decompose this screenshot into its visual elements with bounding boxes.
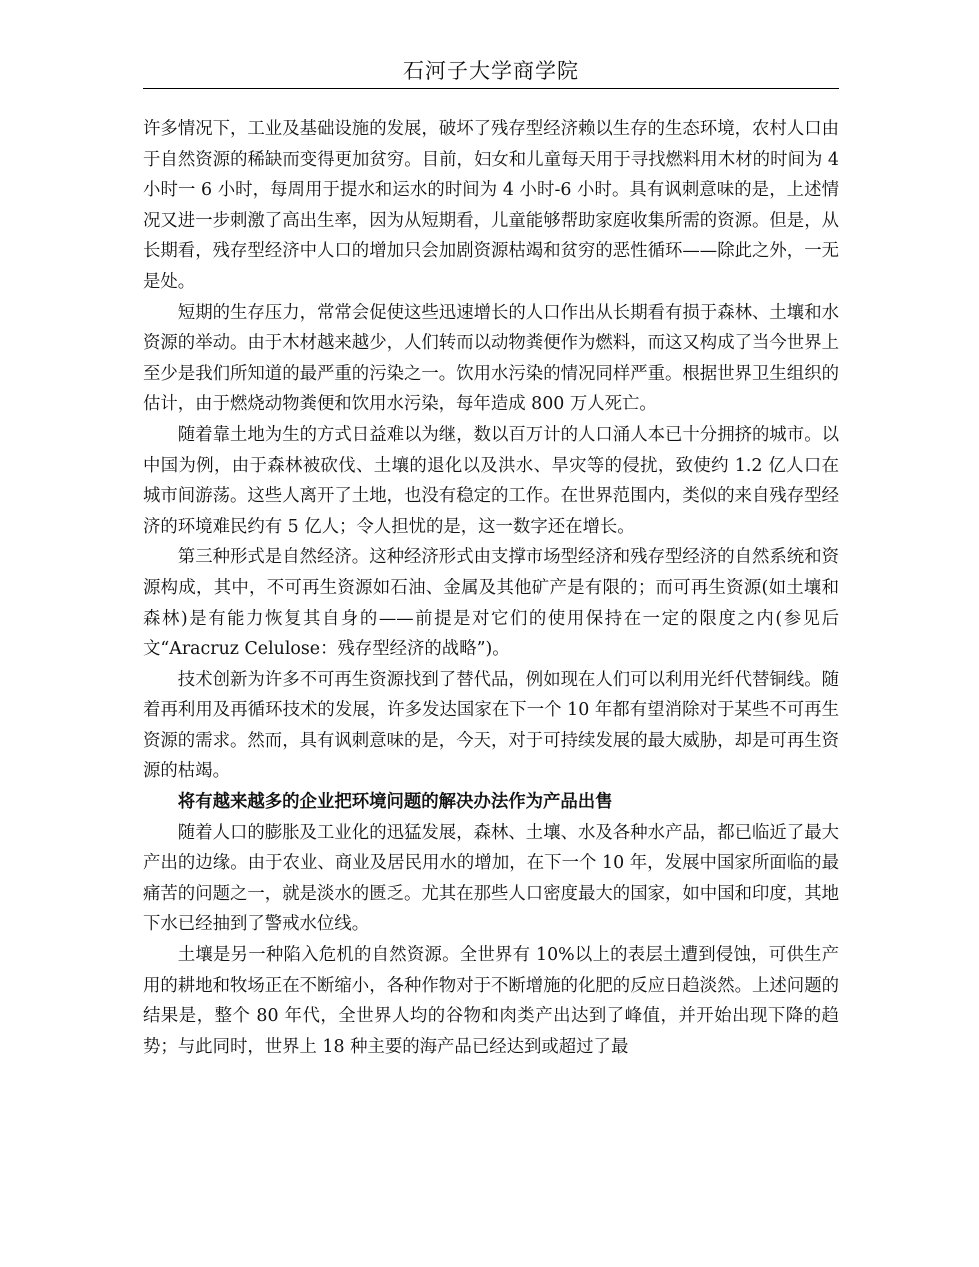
paragraph: 许多情况下，工业及基础设施的发展，破坏了残存型经济赖以生存的生态环境，农村人口由于自然资源的稀缺而变得更加贫穷。目前，妇女和儿童每天用于寻找燃料用木材的时间为 4 小时一 6 小时，每周用于提水和运水的时间为 4 小时-6 小时。具有讽刺意味的是，上述情况又进一步刺激了高出生率，因为从短期看，儿童能够帮助家庭收集所需的资源。但是，从长期看，残存型经济中人口的增加只会加剧资源枯竭和贫穷的恶性循环——除此之外，一无是处。	[143, 119, 839, 292]
section-heading: 将有越来越多的企业把环境问题的解决办法作为产品出售	[177, 792, 613, 813]
header-divider	[143, 88, 839, 89]
paragraph: 土壤是另一种陷入危机的自然资源。全世界有 10%以上的表层土遭到侵蚀，可供生产用的耕地和牧场正在不断缩小，各种作物对于不断增施的化肥的反应日趋淡然。上述问题的结果是，整个 80 年代，全世界人均的谷物和肉类产出达到了峰值，并开始出现下降的趋势；与此同时，世界上 18 种主要的海产品已经达到或超过了最	[143, 945, 839, 1057]
paragraph: 短期的生存压力，常常会促使这些迅速增长的人口作出从长期看有损于森林、土壤和水资源的举动。由于木材越来越少，人们转而以动物粪便作为燃料，而这又构成了当今世界上至少是我们所知道的最严重的污染之一。饮用水污染的情况同样严重。根据世界卫生组织的估计，由于燃烧动物粪便和饮用水污染，每年造成 800 万人死亡。	[143, 302, 839, 415]
paragraph: 第三种形式是自然经济。这种经济形式由支撑市场型经济和残存型经济的自然系统和资源构成，其中，不可再生资源如石油、金属及其他矿产是有限的；而可再生资源(如土壤和森林)是有能力恢复其自身的——前提是对它们的使用保持在一定的限度之内(参见后文“Aracruz Celulose：残存型经济的战略”)。	[143, 547, 839, 660]
document-body	[143, 114, 839, 1062]
page-header-title: 石河子大学商学院	[403, 59, 579, 83]
paragraph: 技术创新为许多不可再生资源找到了替代品，例如现在人们可以利用光纤代替铜线。随着再利用及再循环技术的发展，许多发达国家在下一个 10 年都有望消除对于某些不可再生资源的需求。然而，具有讽刺意味的是，今天，对于可持续发展的最大威胁，却是可再生资源的枯竭。	[143, 669, 839, 782]
paragraph: 随着靠土地为生的方式日益难以为继，数以百万计的人口涌人本已十分拥挤的城市。以中国为例，由于森林被砍伐、土壤的退化以及洪水、旱灾等的侵扰，致使约 1.2 亿人口在城市间游荡。这些人离开了土地，也没有稳定的工作。在世界范围内，类似的来自残存型经济的环境难民约有 5 亿人；令人担忧的是，这一数字还在增长。	[143, 424, 839, 537]
paragraph: 随着人口的膨胀及工业化的迅猛发展，森林、土壤、水及各种水产品，都已临近了最大产出的边缘。由于农业、商业及居民用水的增加，在下一个 10 年，发展中国家所面临的最痛苦的问题之一，就是淡水的匮乏。尤其在那些人口密度最大的国家，如中国和印度，其地下水已经抽到了警戒水位线。	[143, 822, 839, 935]
